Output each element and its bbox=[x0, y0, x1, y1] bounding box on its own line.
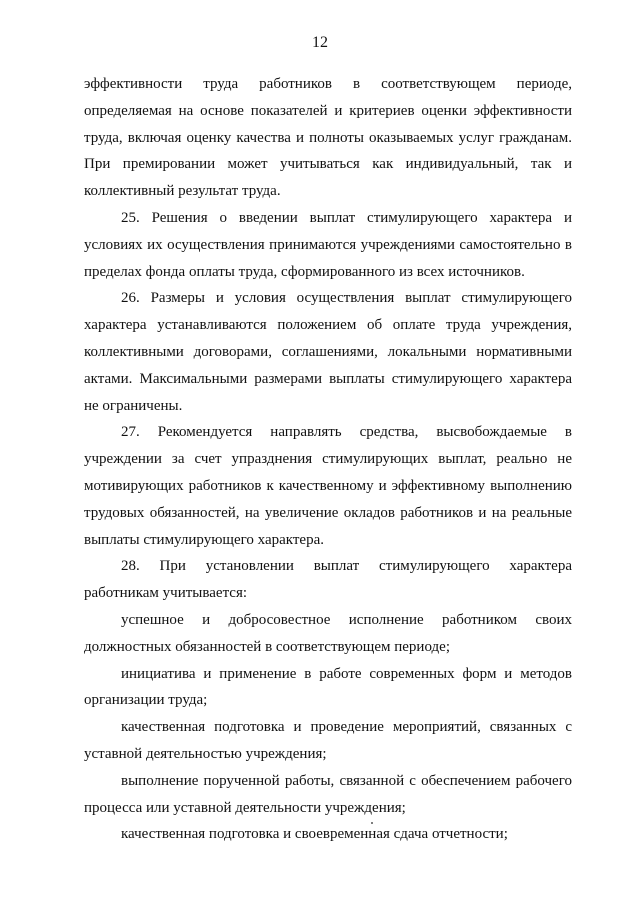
scan-speck bbox=[371, 822, 373, 824]
text-line: трудовых обязанностей, на увеличение окладов работников и на реальные bbox=[84, 504, 572, 521]
text-line: уставной деятельностью учреждения; bbox=[84, 745, 327, 762]
list-item bbox=[84, 661, 572, 688]
text-line: эффективности труда работников в соответствующем периоде, bbox=[84, 76, 572, 92]
text-line: мотивирующих работников к качественному и эффективному выполнению bbox=[84, 477, 572, 494]
text-line: выполнение порученной работы, связанной с обеспечением рабочего bbox=[121, 772, 572, 789]
paragraph-27-cont bbox=[84, 446, 572, 553]
text-line: характера устанавливаются положением об оплате труда учреждения, bbox=[84, 317, 572, 334]
text-line: 27. Рекомендуется направлять средства, высвобождаемые в bbox=[121, 424, 572, 441]
text-line: определяемая на основе показателей и критериев оценки эффективности bbox=[84, 102, 572, 119]
text-line: выплаты стимулирующего характера. bbox=[84, 531, 324, 548]
text-line: учреждении за счет упразднения стимулирующих выплат, реально не bbox=[84, 451, 572, 468]
list-item-cont bbox=[84, 687, 572, 714]
text-line: качественная подготовка и своевременная сдача отчетности; bbox=[121, 826, 508, 843]
paragraph-28 bbox=[84, 553, 572, 580]
list-item-cont bbox=[84, 741, 572, 768]
text-line: труда, включая оценку качества и полноты оказываемых услуг гражданам. bbox=[84, 129, 572, 146]
list-item bbox=[84, 768, 572, 795]
text-line: пределах фонда оплаты труда, сформированного из всех источников. bbox=[84, 263, 525, 280]
paragraph-27 bbox=[84, 419, 572, 446]
paragraph-25-cont bbox=[84, 232, 572, 286]
text-line: работникам учитывается: bbox=[84, 585, 248, 602]
document-body bbox=[84, 71, 572, 848]
text-line: не ограничены. bbox=[84, 397, 183, 414]
text-line: коллективными договорами, соглашениями, локальными нормативными bbox=[84, 343, 572, 360]
text-line: 25. Решения о введении выплат стимулирующего характера и bbox=[121, 209, 572, 226]
text-line: инициатива и применение в работе современных форм и методов bbox=[121, 665, 572, 682]
list-item-cont bbox=[84, 634, 572, 661]
paragraph-continuation bbox=[84, 71, 572, 205]
text-line: актами. Максимальными размерами выплаты стимулирующего характера bbox=[84, 370, 572, 387]
text-line: организации труда; bbox=[84, 692, 208, 709]
list-item bbox=[84, 607, 572, 634]
text-line: условиях их осуществления принимаются учреждениями самостоятельно в bbox=[84, 236, 572, 253]
paragraph-26-cont bbox=[84, 312, 572, 419]
paragraph-26 bbox=[84, 285, 572, 312]
text-line: 26. Размеры и условия осуществления выплат стимулирующего bbox=[121, 290, 572, 307]
text-line: должностных обязанностей в соответствующем периоде; bbox=[84, 638, 450, 655]
text-line: качественная подготовка и проведение мероприятий, связанных с bbox=[121, 719, 572, 736]
text-line: 28. При установлении выплат стимулирующего характера bbox=[121, 558, 572, 575]
list-item bbox=[84, 714, 572, 741]
text-line: успешное и добросовестное исполнение работником своих bbox=[121, 611, 572, 628]
page-number: 12 bbox=[312, 34, 328, 51]
text-line: коллективный результат труда. bbox=[84, 183, 281, 200]
list-item bbox=[84, 821, 572, 848]
text-line: процесса или уставной деятельности учреждения; bbox=[84, 799, 406, 816]
paragraph-28-cont bbox=[84, 580, 572, 607]
list-item-cont bbox=[84, 795, 572, 822]
paragraph-25 bbox=[84, 205, 572, 232]
text-line: При премировании может учитываться как индивидуальный, так и bbox=[84, 156, 572, 173]
